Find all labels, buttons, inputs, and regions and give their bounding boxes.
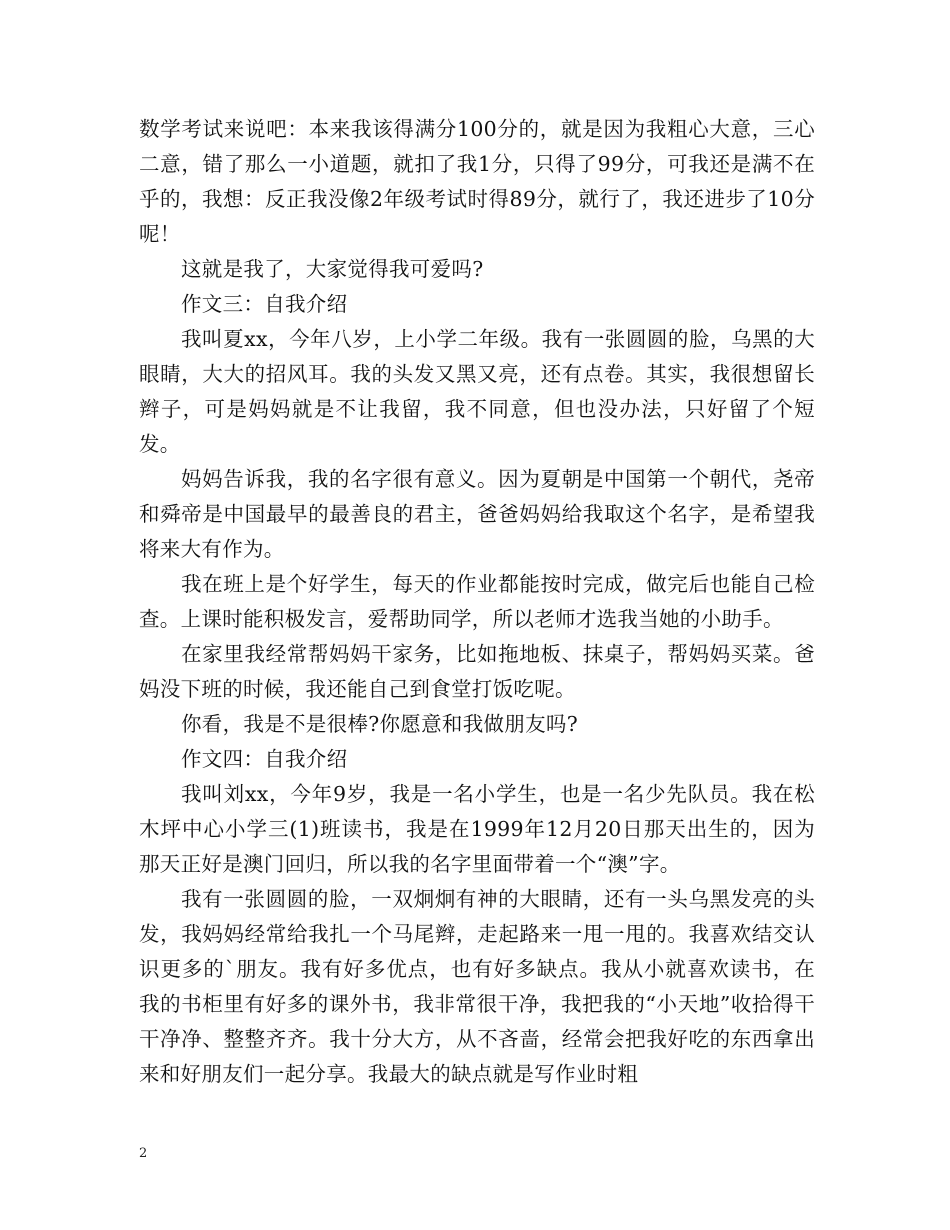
paragraph-am-i-cute: 这就是我了，大家觉得我可爱吗? bbox=[181, 257, 484, 281]
paragraph-math-exam: 数学考试来说吧：本来我该得满分100分的，就是因为我粗心大意，三心二意，错了那么一小道题，就扣了我1分，只得了99分，可我还是满不在乎的，我想：反正我没像2年级考试时得89分，就行了，我还进步了10分呢！ bbox=[139, 117, 815, 246]
paragraph-good-student: 我在班上是个好学生，每天的作业都能按时完成，做完后也能自己检查。上课时能积极发言，爱帮助同学，所以老师才选我当她的小助手。 bbox=[139, 572, 815, 631]
paragraph-name-meaning: 妈妈告诉我，我的名字很有意义。因为夏朝是中国第一个朝代，尧帝和舜帝是中国最早的最善良的君主，爸爸妈妈给我取这个名字，是希望我将来大有作为。 bbox=[139, 467, 815, 561]
paragraph-be-friends: 你看，我是不是很棒?你愿意和我做朋友吗? bbox=[181, 712, 578, 736]
essay-three-title: 作文三：自我介绍 bbox=[181, 292, 348, 316]
page-number: 2 bbox=[139, 1146, 148, 1161]
paragraph-xia-intro: 我叫夏xx，今年八岁，上小学二年级。我有一张圆圆的脸，乌黑的大眼睛，大大的招风耳。我的头发又黑又亮，还有点卷。其实，我很想留长辫子，可是妈妈就是不让我留，我不同意，但也没办法，只好留了个短发。 bbox=[139, 327, 815, 456]
essay-four-title: 作文四：自我介绍 bbox=[181, 747, 348, 771]
paragraph-appearance-traits: 我有一张圆圆的脸，一双炯炯有神的大眼睛，还有一头乌黑发亮的头发，我妈妈经常给我扎一个马尾辫，走起路来一甩一甩的。我喜欢结交认识更多的`朋友。我有好多优点，也有好多缺点。我从小就喜欢读书，在我的书柜里有好多的课外书，我非常很干净，我把我的“小天地”收拾得干干净净、整整齐齐。我十分大方，从不吝啬，经常会把我好吃的东西拿出来和好朋友们一起分享。我最大的缺点就是写作业时粗 bbox=[139, 887, 815, 1086]
paragraph-housework: 在家里我经常帮妈妈干家务，比如拖地板、抹桌子，帮妈妈买菜。爸妈没下班的时候，我还能自己到食堂打饭吃呢。 bbox=[139, 642, 815, 701]
document-body bbox=[139, 112, 815, 1092]
paragraph-liu-intro: 我叫刘xx，今年9岁，我是一名小学生，也是一名少先队员。我在松木坪中心小学三(1)班读书，我是在1999年12月20日那天出生的，因为那天正好是澳门回归，所以我的名字里面带着一个“澳”字。 bbox=[139, 782, 815, 876]
